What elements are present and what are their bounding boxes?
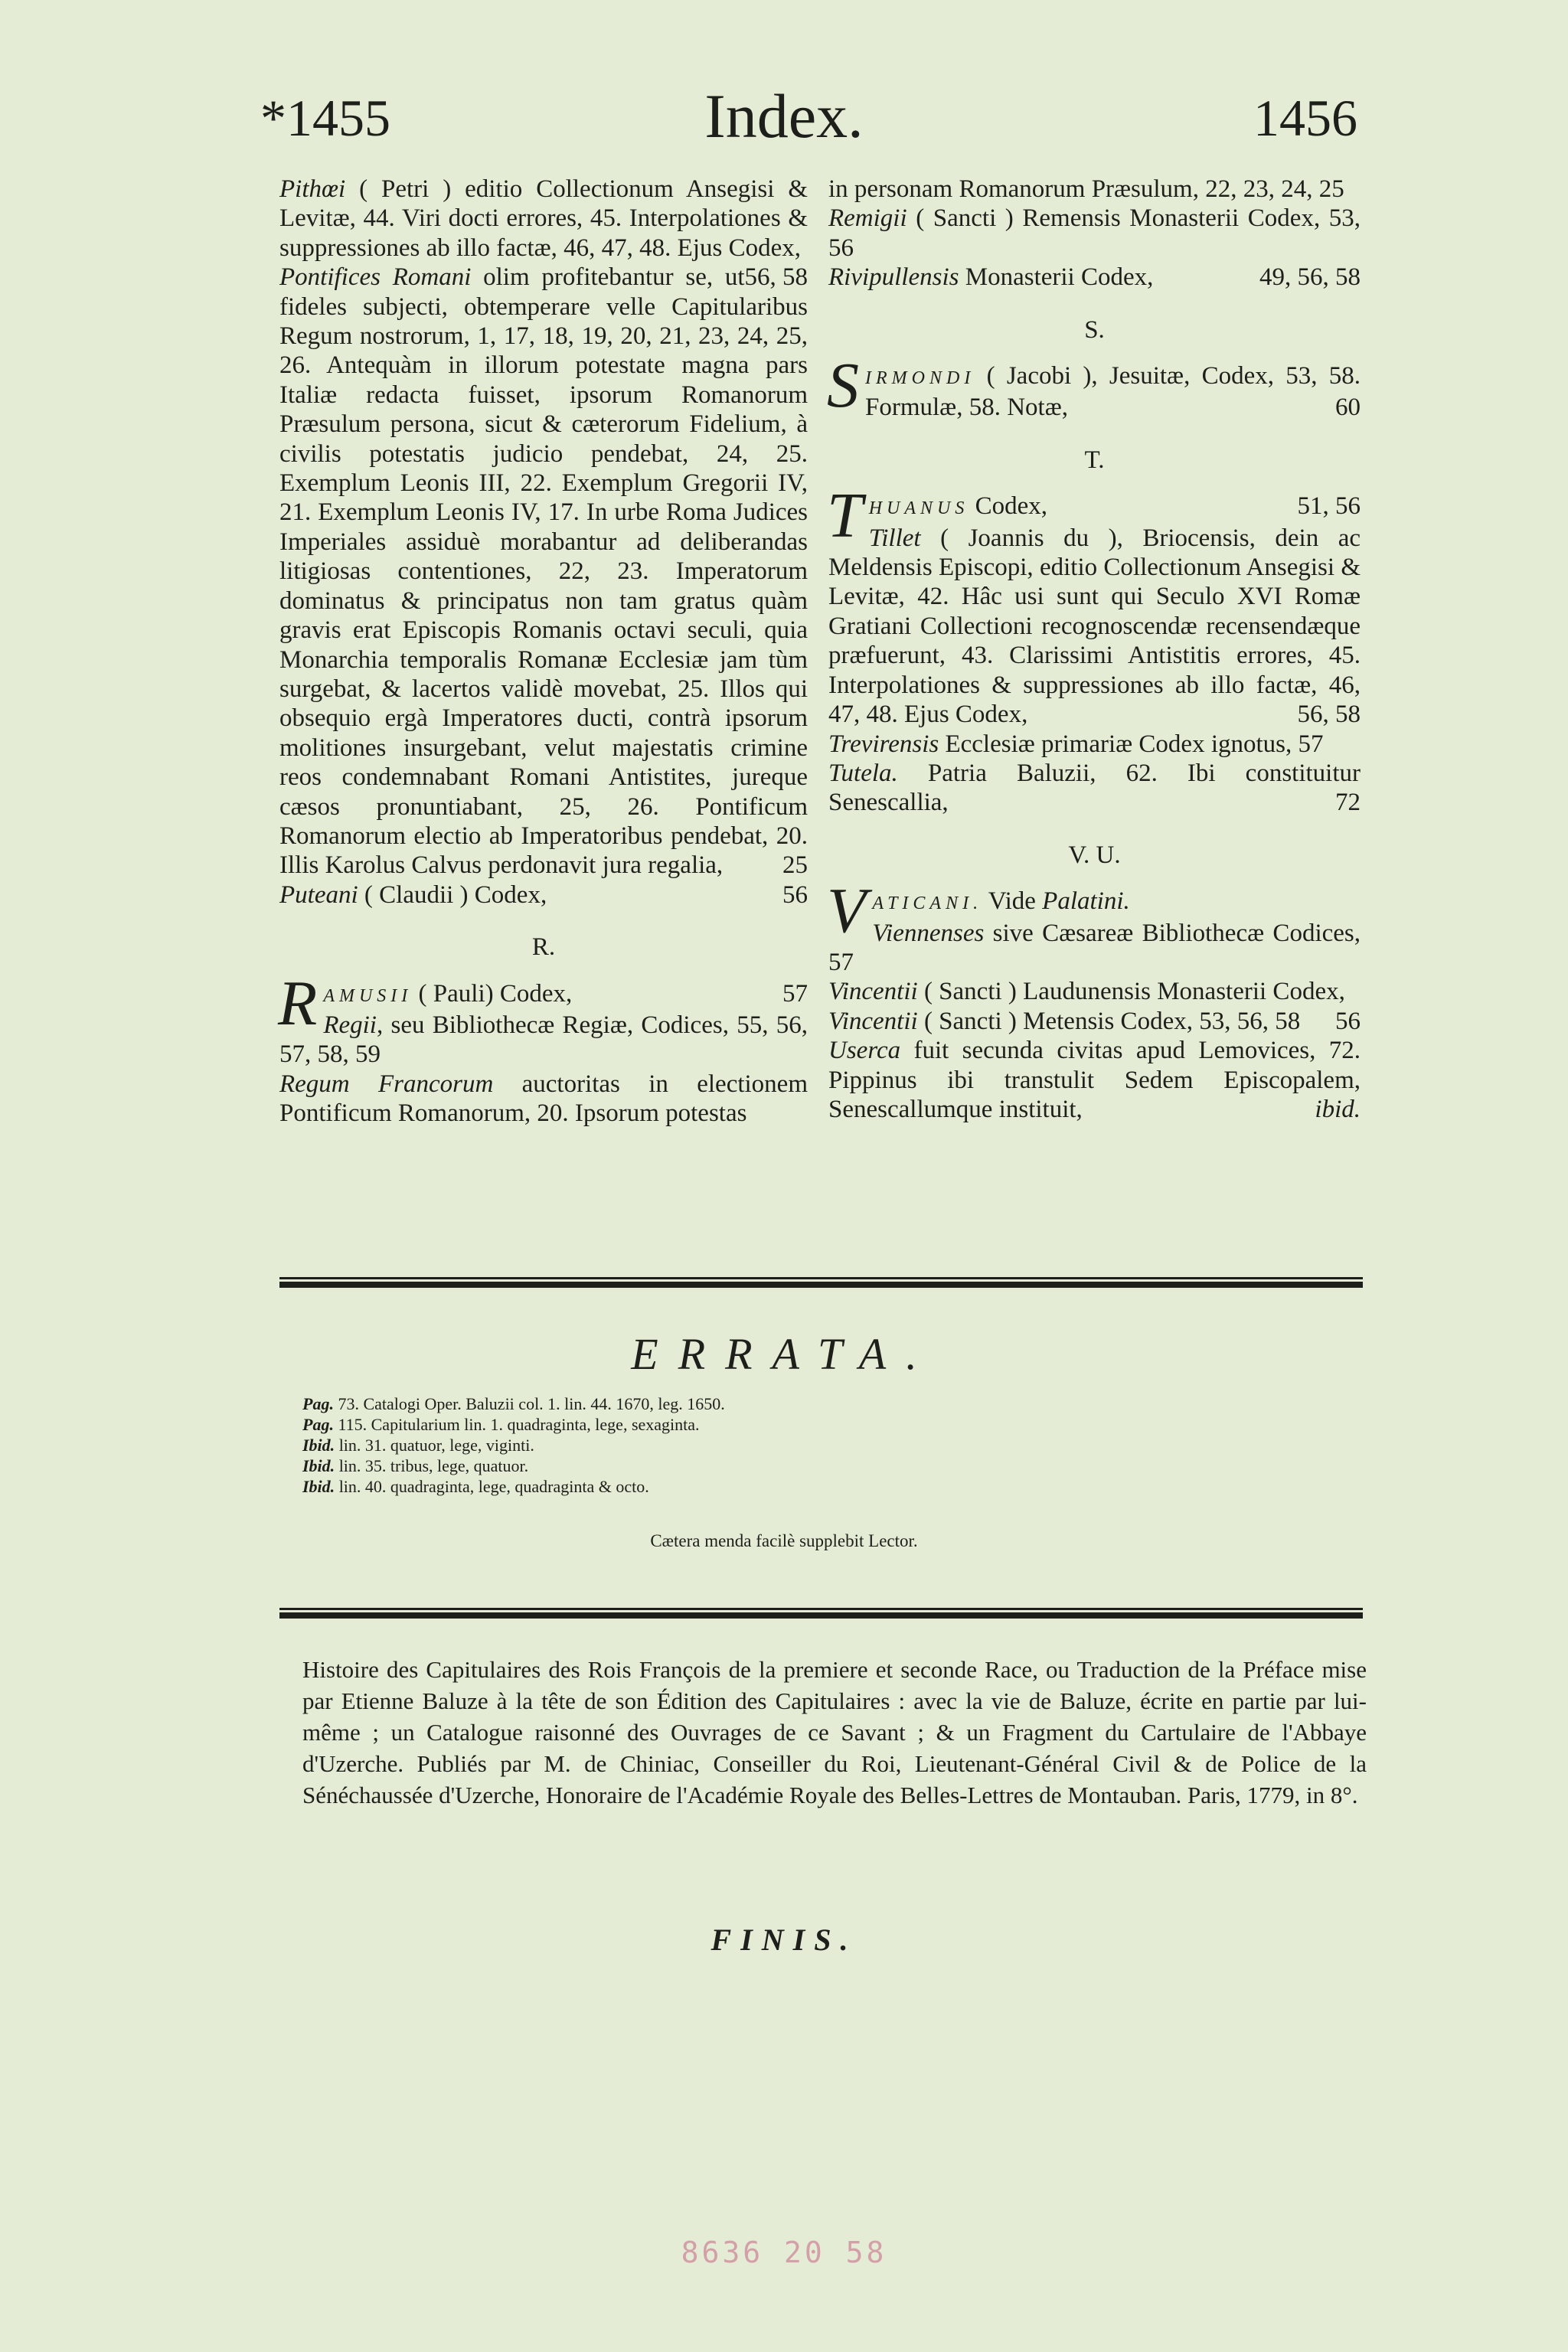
- index-entry-pithoei: Pithœi ( Petri ) editio Collectionum Ansegisi & Levitæ, 44. Viri docti errores, 45. Interpolationes & suppressiones ab illo factæ, 46, 47, 48. Ejus Codex, 56, 58: [279, 175, 808, 292]
- index-entry-continued: in personam Romanorum Præsulum, 22, 23, 24, 25: [828, 175, 1344, 203]
- errata-note: Cætera menda facilè supplebit Lector.: [650, 1531, 918, 1550]
- index-entry-thuanus: THUANUS Codex, 51, 56: [827, 480, 1361, 552]
- book-advertisement: Histoire des Capitulaires des Rois François de la premiere et seconde Race, ou Traduction de la Préface mise par Etienne Baluze à la tête de son Édition des Capitulaires : avec la vie de Baluze, écrite en partie par lui-même ; un Catalogue raisonné des Ouvrages de ce Savant ; & un Fragment du Cartulaire de l'Abbaye d'Uzerche. Publiés par M. de Chiniac, Conseiller du Roi, Lieutenant-Général Civil & de Police de la Sénéchaussée d'Uzerche, Honoraire de l'Académie Royale des Belles-Lettres de Montauban. Paris, 1779, in 8°.: [302, 1656, 1367, 1808]
- divider-rule: [279, 1282, 1363, 1288]
- index-entry-remigii: Remigii ( Sancti ) Remensis Monasterii Codex, 53, 56: [828, 204, 1361, 262]
- right-page-number: 1456: [1253, 89, 1357, 147]
- index-entry-tutela: Tutela. Patria Baluzii, 62. Ibi constituitur Senescallia, 72: [828, 759, 1361, 817]
- left-page-number: *1455: [260, 89, 390, 147]
- left-column: [279, 175, 808, 1129]
- drop-cap: S: [827, 350, 859, 422]
- errata-row: Pag. 115. Capitularium lin. 1. quadraginta, lege, sexaginta.: [302, 1415, 700, 1434]
- page-title: Index.: [704, 81, 864, 151]
- errata-list: [302, 1393, 725, 1497]
- divider-rule: [279, 1608, 1363, 1610]
- drop-cap: V: [827, 875, 867, 947]
- errata-row: Ibid. lin. 40. quadraginta, lege, quadraginta & octo.: [302, 1477, 649, 1496]
- errata-row: Pag. 73. Catalogi Oper. Baluzii col. 1. lin. 44. 1670, leg. 1650.: [302, 1394, 725, 1413]
- index-entry-ramusii: RAMUSII ( Pauli) Codex, 57: [278, 967, 808, 1039]
- index-entry-tillet: Tillet ( Joannis du ), Briocensis, dein ac Meldensis Episcopi, editio Collectionum Ansegisi & Levitæ, 42. Hâc usi sunt qui Seculo XVI Romæ Gratiani Collectioni recognoscendæ recensendæque præfuerunt, 43. Clarissimi Antistitis errores, 45. Interpolationes & suppressiones ab illo factæ, 46, 47, 48. Ejus Codex, 56, 58: [828, 524, 1361, 729]
- errata-row: Ibid. lin. 31. quatuor, lege, viginti.: [302, 1436, 534, 1455]
- finis-mark: FINIS.: [710, 1922, 858, 1957]
- divider-rule: [279, 1612, 1363, 1619]
- divider-rule: [279, 1277, 1363, 1279]
- section-heading-t: T.: [1084, 446, 1105, 474]
- library-shelfmark-stamp: 8636 20 58: [681, 2236, 887, 2269]
- index-entry-userca: Userca fuit secunda civitas apud Lemovices, 72. Pippinus ibi transtulit Sedem Episcopalem, Senescallumque instituit, ibid.: [828, 1037, 1361, 1123]
- index-entry-trevirensis: Trevirensis Ecclesiæ primariæ Codex ignotus, 57: [828, 730, 1324, 758]
- drop-cap: T: [827, 480, 863, 552]
- index-entry-viennenses: Viennenses sive Cæsareæ Bibliothecæ Codices, 57: [828, 919, 1361, 976]
- index-entry-vincentii-laudunensis: Vincentii ( Sancti ) Laudunensis Monasterii Codex, 56: [828, 978, 1361, 1035]
- index-entry-rivipullensis: Rivipullensis Monasterii Codex, 49, 56, 58: [828, 263, 1361, 292]
- index-entry-regum: Regum Francorum auctoritas in electionem Pontificum Romanorum, 20. Ipsorum potestas: [279, 1070, 808, 1128]
- right-column: [828, 175, 1361, 1124]
- errata-heading: ERRATA.: [631, 1329, 937, 1379]
- index-entry-regii: Regii, seu Bibliothecæ Regiæ, Codices, 55, 56, 57, 58, 59: [279, 1011, 808, 1069]
- drop-cap: R: [278, 967, 318, 1039]
- index-entry-vaticani: VATICANI. Vide Palatini.: [827, 875, 1130, 947]
- section-heading-vu: V. U.: [1068, 841, 1121, 869]
- section-heading-s: S.: [1084, 315, 1105, 344]
- index-entry-puteani: Puteani ( Claudii ) Codex, 56: [279, 880, 808, 909]
- errata-row: Ibid. lin. 35. tribus, lege, quatuor.: [302, 1456, 529, 1475]
- index-entry-pontifices: Pontifices Romani olim profitebantur se, ut fideles subjecti, obtemperare velle Capitularibus Regum nostrorum, 1, 17, 18, 19, 20, 21, 23, 24, 25, 26. Antequàm in illorum potestate magna pars Italiæ redacta fuisset, ipsorum Romanorum Præsulum persona, sicut & cæterorum Fidelium, à civilis potestatis judicio pendebat, 24, 25. Exemplum Leonis III, 22. Exemplum Gregorii IV, 21. Exemplum Leonis IV, 17. In urbe Roma Judices Imperiales assiduè morabantur ad deliberandas litigiosas contentiones, 22, 23. Imperatorum dominatus & principatus non tam gratus quàm gravis erat Episcopis Romanis octavi seculi, quia Monarchia temporalis Romanæ Ecclesiæ jam tùm surgebat, & lacertos validè movebat, 25. Illos qui obsequio ergà Imperatores ducti, contrà ipsorum molitiones insurgebant, velut majestatis crimine reos condemnabant Romani Antistites, jureque cæsos pronuntiabant, 25, 26. Pontificum Romanorum electio ab Imperatoribus pendebat, 20. Illis Karolus Calvus perdonavit jura regalia, 25: [279, 263, 808, 880]
- section-heading-r: R.: [531, 933, 556, 962]
- index-entry-sirmondi: SIRMONDI ( Jacobi ), Jesuitæ, Codex, 53, 58. Formulæ, 58. Notæ, 60: [827, 350, 1361, 422]
- index-entry-vincentii-metensis: Vincentii ( Sancti ) Metensis Codex, 53, 56, 58: [828, 1007, 1301, 1035]
